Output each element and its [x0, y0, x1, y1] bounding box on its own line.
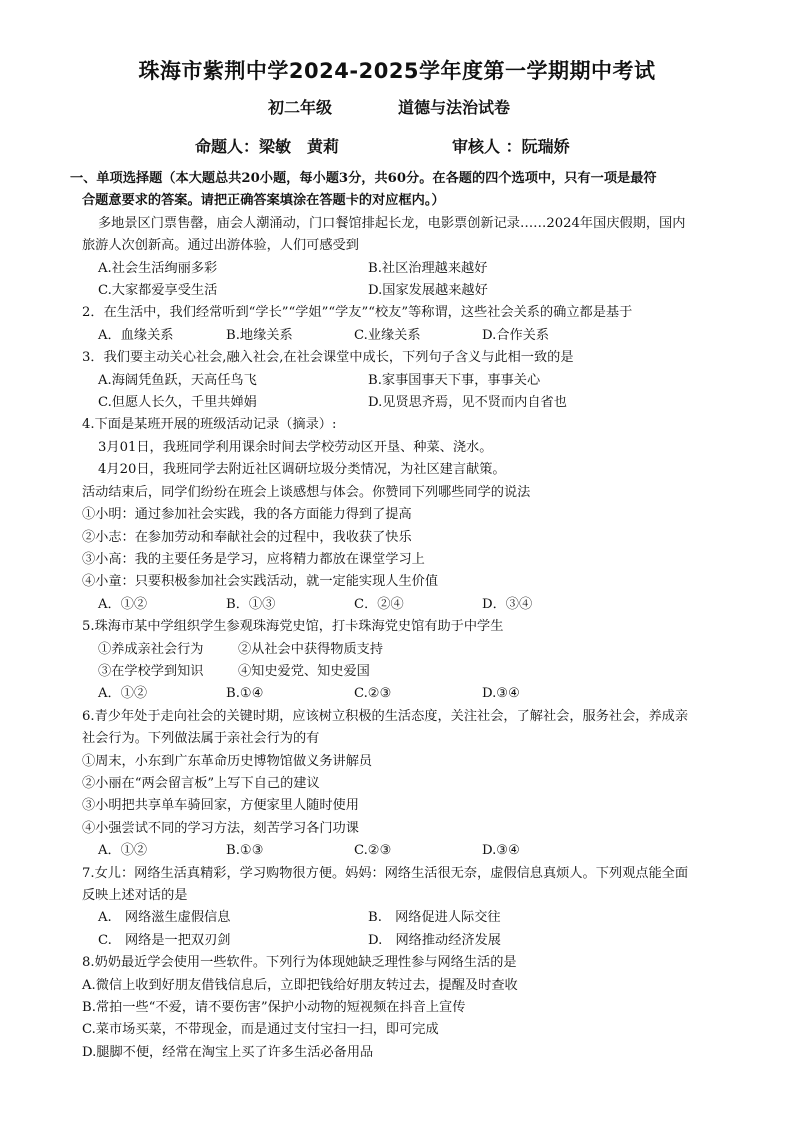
q3-stem: 3．我们要主动关心社会,融入社会,在社会课堂中成长，下列句子含义与此相一致的是: [82, 350, 574, 366]
exam-title: 珠海市紫荆中学2024-2025学年度第一学期期中考试: [138, 59, 656, 83]
q6-statement-2: ②小丽在“两会留言板”上写下自己的建议: [82, 775, 320, 791]
q1-stem-cont: 旅游人次创新高。通过出游体验，人们可感受到: [82, 238, 359, 254]
q8-option-b: B.常拍一些“不爱，请不要伤害”保护小动物的短视频在抖音上宣传: [82, 1000, 466, 1016]
q4-option-d: D．③④: [482, 596, 533, 612]
q7-option-a: A. 网络滋生虚假信息: [98, 910, 231, 926]
q1-stem: 多地景区门票售罄，庙会人潮涌动，门口餐馆排起长龙，电影票创新记录……2024年国庆假期，国内: [98, 215, 686, 231]
q4-option-c: C．②④: [354, 596, 404, 612]
q3-options-cd: [82, 392, 732, 414]
q2-option-a: A．血缘关系: [98, 327, 174, 343]
q5-statement-3: ③在学校学到知识: [98, 663, 204, 679]
q3-option-c: C.但愿人长久，千里共婵娟: [98, 395, 257, 411]
q6-option-b: B.①③: [226, 843, 264, 859]
q4-option-b: B．①③: [226, 596, 276, 612]
q3-option-d: D.见贤思齐焉，见不贤而内自省也: [368, 395, 567, 411]
q6-statement-1: ①周末，小东到广东革命历史博物馆做义务讲解员: [82, 753, 373, 769]
q2-option-c: C.业缘关系: [354, 327, 421, 343]
setter-label: 命题人：梁敏 黄莉: [195, 137, 340, 156]
q6-option-c: C.②③: [354, 843, 392, 859]
q1-options-ab: [82, 258, 732, 280]
q5-option-c: C.②③: [354, 686, 392, 702]
q5-options: [82, 683, 732, 705]
q8-option-c: C.菜市场买菜，不带现金，而是通过支付宝扫一扫，即可完成: [82, 1022, 439, 1038]
q5-statements-12: [82, 639, 732, 661]
q1-option-b: B.社区治理越来越好: [368, 260, 488, 276]
q6-option-a: A．①②: [98, 843, 148, 859]
q4-statement-1: ①小明：通过参加社会实践，我的各方面能力得到了提高: [82, 507, 412, 523]
q4-statement-2: ②小志：在参加劳动和奉献社会的过程中，我收获了快乐: [82, 529, 412, 545]
q4-record-1: 3月01日，我班同学利用课余时间去学校劳动区开垦、种菜、浇水。: [98, 439, 493, 455]
q6-statement-4: ④小强尝试不同的学习方法，刻苦学习各门功课: [82, 820, 359, 836]
q4-stem: 4.下面是某班开展的班级活动记录（摘录）:: [82, 417, 337, 433]
q5-option-d: D.③④: [482, 686, 520, 702]
grade-label: 初二年级: [268, 98, 333, 117]
q5-stem: 5.珠海市某中学组织学生参观珠海党史馆，打卡珠海党史馆有助于中学生: [82, 619, 504, 635]
q4-statement-4: ④小童：只要积极参加社会实践活动，就一定能实现人生价值: [82, 574, 439, 590]
q5-statement-2: ②从社会中获得物质支持: [238, 641, 384, 657]
q7-option-b: B. 网络促进人际交往: [368, 910, 501, 926]
q2-option-d: D.合作关系: [482, 327, 550, 343]
q7-option-d: D. 网络推动经济发展: [368, 932, 501, 948]
subject-label: 道德与法治试卷: [398, 98, 511, 117]
q6-stem: 6.青少年处于走向社会的关键时期，应该树立积极的生活态度，关注社会，了解社会，服务社会，养成亲: [82, 708, 689, 724]
q8-option-a: A.微信上收到好朋友借钱信息后，立即把钱给好朋友转过去，提醒及时查收: [82, 977, 518, 993]
q5-option-a: A．①②: [98, 686, 148, 702]
q4-options: [82, 594, 732, 616]
q5-statement-1: ①养成亲社会行为: [98, 641, 204, 657]
q7-stem-cont: 反映上述对话的是: [82, 888, 188, 903]
q7-options-cd: [82, 930, 732, 952]
q3-option-a: A.海阔凭鱼跃，天高任鸟飞: [98, 372, 257, 388]
reviewer-label: 审核人 ：阮瑞娇: [452, 137, 570, 156]
q7-stem: 7.女儿：网络生活真精彩，学习购物很方便。妈妈：网络生活很无奈，虚假信息真烦人。下列观点能全面: [82, 865, 689, 881]
q3-option-b: B.家事国事天下事，事事关心: [368, 372, 541, 388]
q5-statement-4: ④知史爱党、知史爱国: [238, 663, 370, 679]
q1-options-cd: [82, 280, 732, 302]
q5-statements-34: [82, 661, 732, 683]
q4-option-a: A．①②: [98, 596, 148, 612]
q5-option-b: B.①④: [226, 686, 264, 702]
q1-option-a: A.社会生活绚丽多彩: [98, 260, 218, 276]
q4-statement-3: ③小高：我的主要任务是学习，应将精力都放在课堂学习上: [82, 551, 425, 567]
q8-stem: 8.奶奶最近学会使用一些软件。下列行为体现她缺乏理性参与网络生活的是: [82, 955, 517, 971]
q6-options: [82, 840, 732, 862]
section-heading: 一、单项选择题（本大题总共20小题，每小题3分，共60分。在各题的四个选项中，只有一项是最符: [70, 171, 657, 186]
q7-option-c: C. 网络是一把双刃剑: [98, 932, 231, 948]
q2-stem: 2．在生活中，我们经常听到“学长”“学姐”“学友”“校友”等称谓，这些社会关系的确立都是基于: [82, 305, 633, 321]
section-heading-cont: 合题意要求的答案。请把正确答案填涂在答题卡的对应框内。）: [82, 193, 445, 209]
q1-option-d: D.国家发展越来越好: [368, 283, 488, 299]
q6-stem-cont: 社会行为。下列做法属于亲社会行为的有: [82, 731, 320, 747]
q6-statement-3: ③小明把共享单车骑回家，方便家里人随时使用: [82, 798, 359, 814]
q6-option-d: D.③④: [482, 843, 520, 859]
q4-ask: 活动结束后，同学们纷纷在班会上谈感想与体会。你赞同下列哪些同学的说法: [82, 484, 531, 500]
q2-option-b: B.地缘关系: [226, 327, 293, 343]
q7-options-ab: [82, 907, 732, 929]
q4-record-2: 4月20日，我班同学去附近社区调研垃圾分类情况，为社区建言献策。: [98, 462, 506, 478]
q1-option-c: C.大家都爱享受生活: [98, 283, 218, 299]
questions-body: [70, 168, 732, 1064]
q8-option-d: D.腿脚不便，经常在淘宝上买了许多生活必备用品: [82, 1044, 374, 1060]
q2-options: [82, 325, 732, 347]
q3-options-ab: [82, 370, 732, 392]
